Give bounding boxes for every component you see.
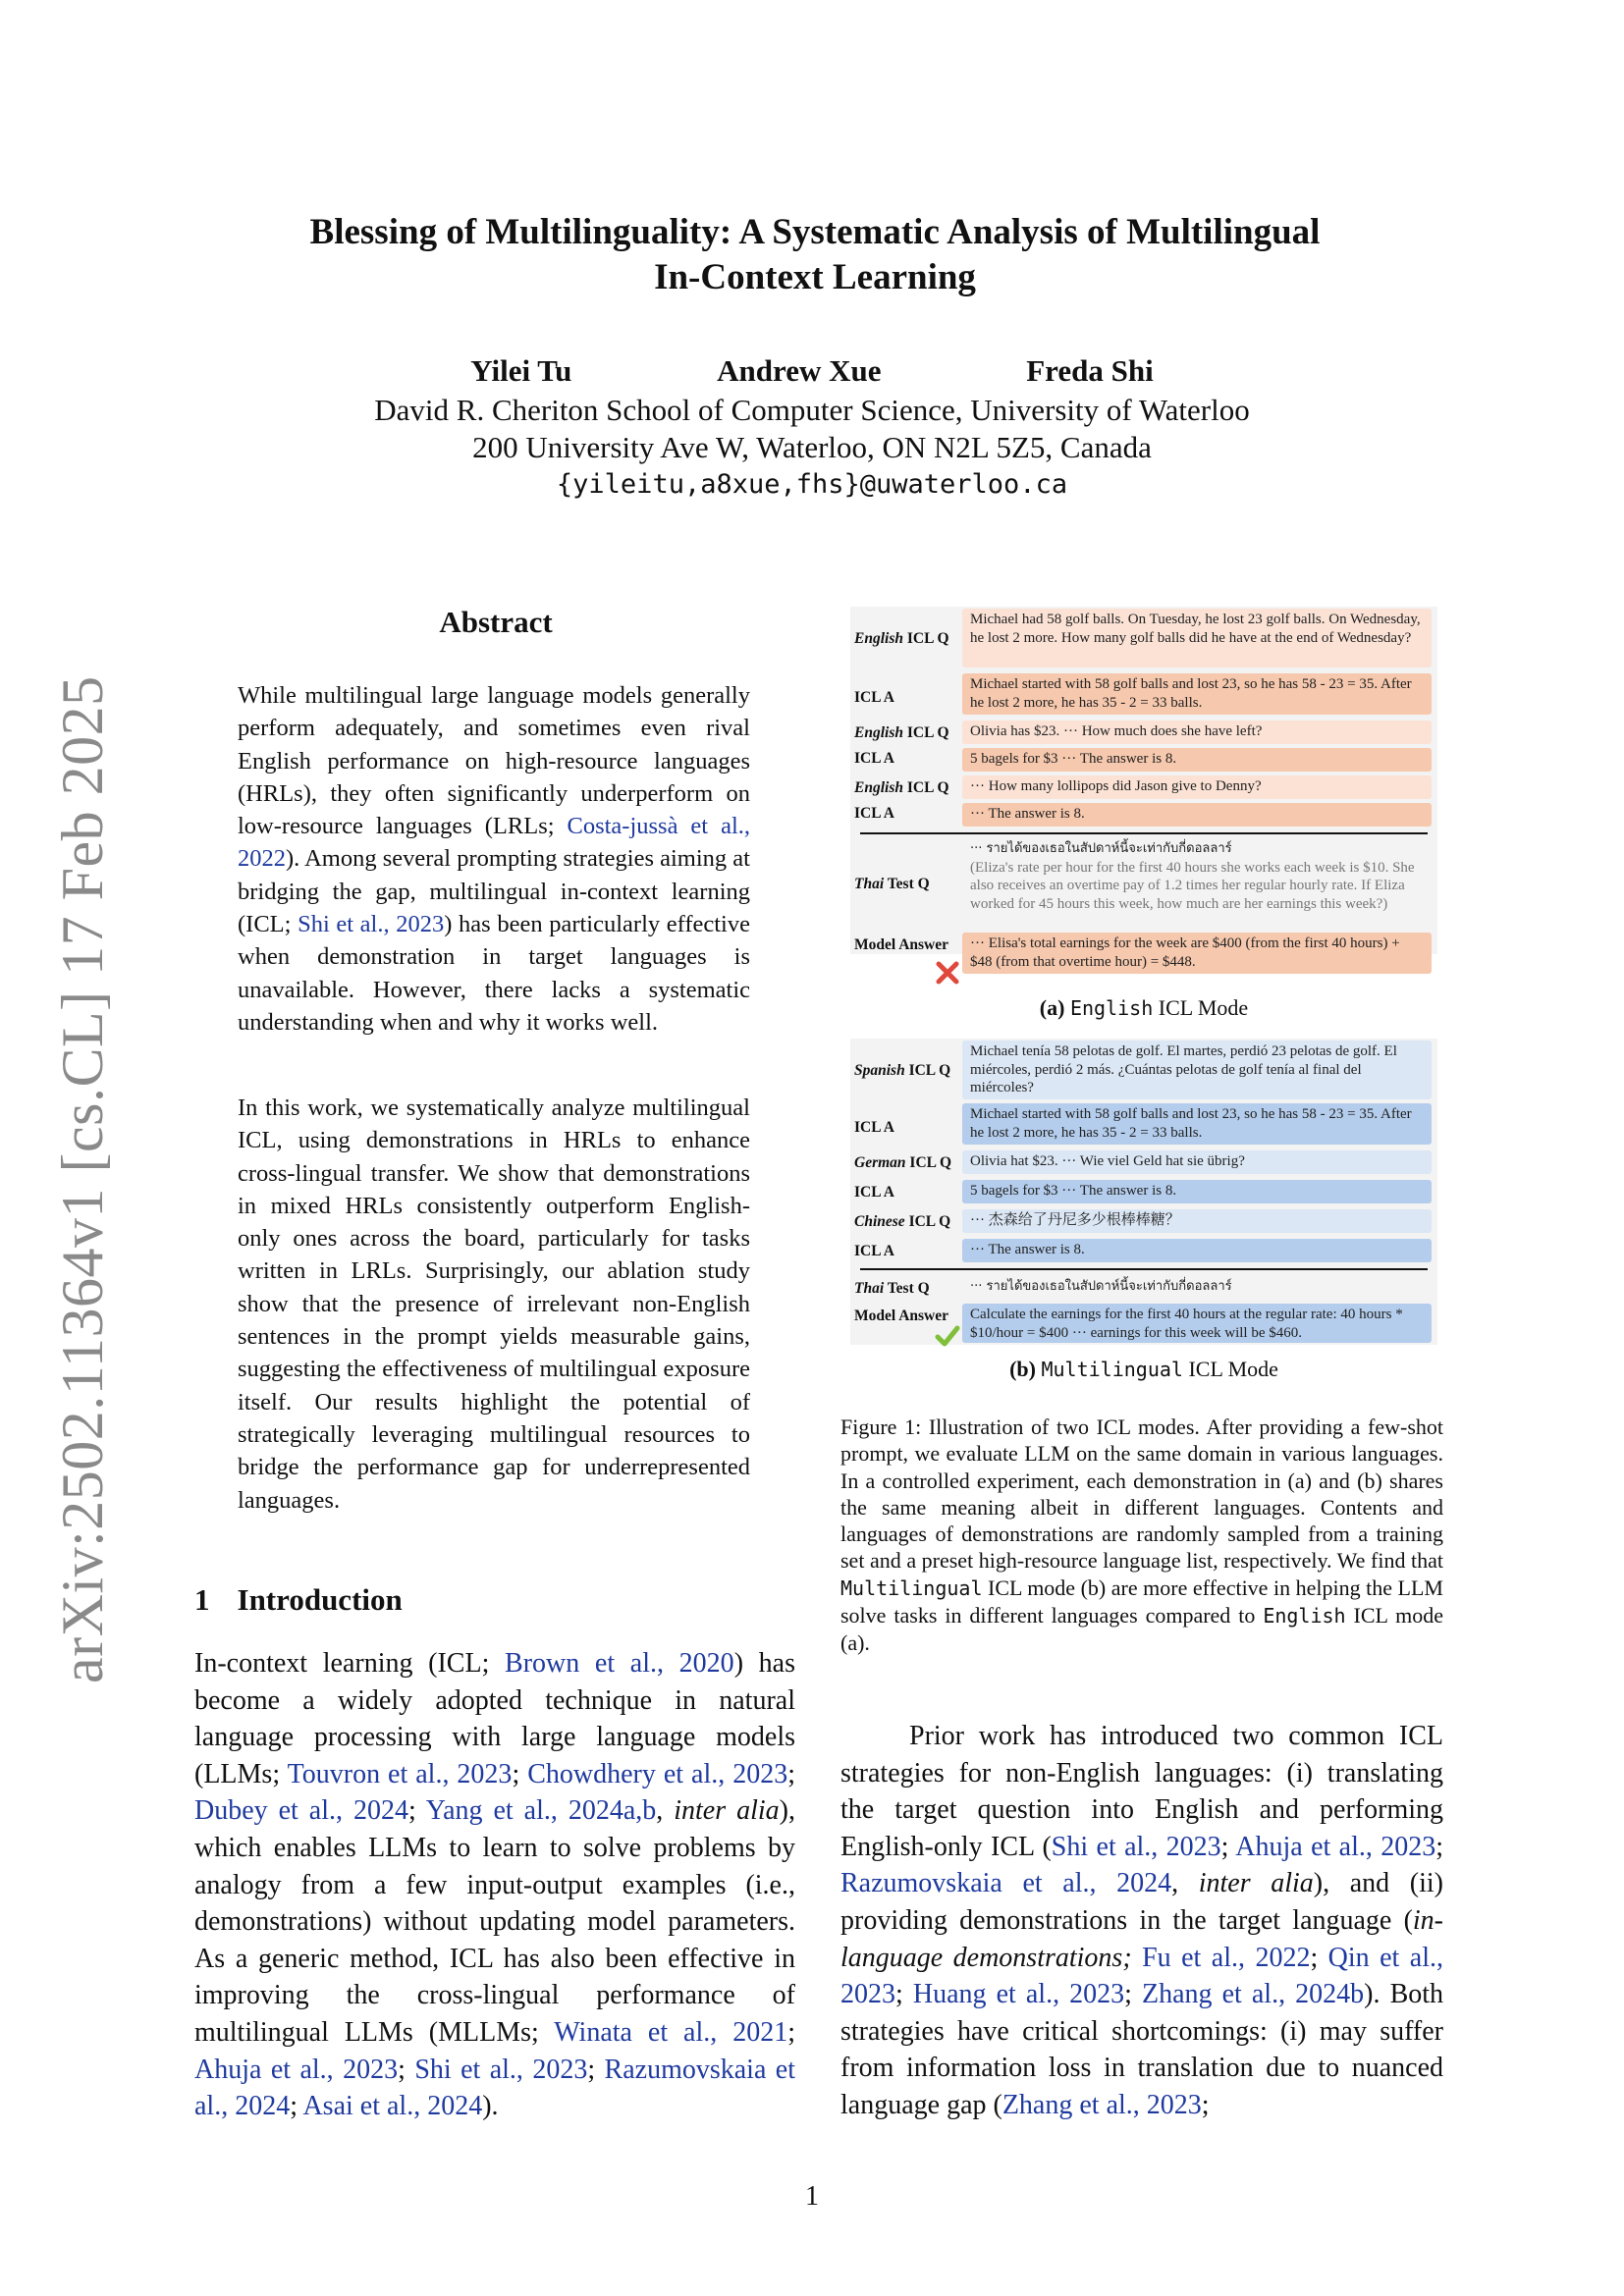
correct-check-icon [935,1323,960,1349]
row-label: Spanish ICL Q [854,1062,951,1079]
row-label: ICL A [854,805,894,822]
paper-title [137,210,1492,300]
author-list [0,353,1624,389]
citation-link[interactable]: Ahuja et al., 2023 [194,2054,399,2085]
author-3: Freda Shi [1026,353,1154,388]
author-email: {yileitu,a8xue,fhs}@uwaterloo.ca [556,469,1068,500]
icl-answer: 5 bagels for $3 ··· The answer is 8. [962,748,1432,772]
icl-question: ··· How many lollipops did Jason give to Denny? [962,775,1432,799]
row-label: ICL A [854,750,894,767]
citation-link[interactable]: Winata et al., 2021 [554,2016,788,2048]
icl-question: Michael tenía 58 pelotas de golf. El martes, perdió 23 pelotas de golf. El miércoles, perdió 2 más. ¿Cuántas pelotas de golf tenía al final del miércoles? [962,1041,1432,1099]
citation-link[interactable]: Razumovskaia et al., 2024 [840,1868,1172,1899]
row-label: Model Answer [854,936,949,953]
row-label: ICL A [854,1184,894,1201]
author-1: Yilei Tu [470,353,572,388]
citation-link[interactable]: Zhang et al., 2024b [1142,1979,1365,2010]
icl-answer: Michael started with 58 golf balls and lost 23, so he has 58 - 23 = 35. After he lost 2 more, he has 35 - 2 = 33 balls. [962,673,1432,715]
citation-link[interactable]: Qin et al., 2023 [840,1942,1443,2010]
affiliation-line-2: 200 University Ave W, Waterloo, ON N2L 5Z5, Canada [472,430,1152,464]
icl-answer: Michael started with 58 golf balls and lost 23, so he has 58 - 23 = 35. After he lost 2 more, he has 35 - 2 = 33 balls. [962,1103,1432,1145]
title-line-2: In-Context Learning [654,257,976,297]
question-gloss: (Eliza's rate per hour for the first 40 hours she works each week is $10. She also receives an overtime pay of 1.2 times her regular hourly rate. If Eliza worked for 45 hours this week, how much are her earnings this week?) [970,859,1415,912]
row-label: German ICL Q [854,1154,952,1171]
thai-question: ··· รายได้ของเธอในสัปดาห์นี้จะเท่ากับกี่ดอลลาร์ [970,841,1232,856]
citation-link[interactable]: Razumovskaia et al., 2024 [194,2054,796,2122]
figure-1-caption: Figure 1: Illustration of two ICL modes. After providing a few-shot prompt, we evaluate LLM on the same domain in various languages. In a controlled experiment, each demonstration in (a) and (b) shares the same meaning albeit in different languages. Contents and languages of demonstrations are randomly sampled from a training set and a preset high-resource language list, respectively. We find that Multilingual ICL mode (b) are more effective in helping the LLM solve tasks in different languages compared to English ICL mode (a). [840,1415,1443,1656]
row-label: ICL A [854,1119,894,1136]
test-question: ··· รายได้ของเธอในสัปดาห์นี้จะเท่ากับกี่ดอลลาร์ [970,1279,1232,1294]
figure-panel-multilingual-icl [850,1039,1437,1345]
citation-link[interactable]: Ahuja et al., 2023 [1235,1831,1436,1862]
intro-paragraph: In-context learning (ICL; Brown et al., 2020) has become a widely adopted technique in natural language processing with large language models (LLMs; Touvron et al., 2023; Chowdhery et al., 2023; Dubey et al., 2024; Yang et al., 2024a,b, inter alia), which enables LLMs to learn to solve problems by analogy from a few input-output examples (i.e., demonstrations) without updating model parameters. As a generic method, ICL has also been effective in improving the cross-lingual performance of multilingual LLMs (MLLMs; Winata et al., 2021; Ahuja et al., 2023; Shi et al., 2023; Razumovskaia et al., 2024; Asai et al., 2024). [194,1648,796,2122]
section-heading-introduction: 1 Introduction [194,1582,403,1617]
model-answer: Calculate the earnings for the first 40 hours at the regular rate: 40 hours * $10/hour = $400 ··· earnings for this week will be $460. [962,1304,1432,1343]
row-label: ICL A [854,1243,894,1259]
test-question [962,838,1432,929]
model-answer: ··· Elisa's total earnings for the week are $400 (from the first 40 hours) + $48 (from that overtime hour) = $448. [962,933,1432,974]
row-label: English ICL Q [854,779,949,796]
row-label: Model Answer [854,1308,949,1324]
icl-question: Olivia has $23. ··· How much does she have left? [962,721,1432,744]
citation-link[interactable]: Touvron et al., 2023 [287,1758,513,1789]
row-label: English ICL Q [854,630,949,647]
arxiv-stamp: arXiv:2502.11364v1 [cs.CL] 17 Feb 2025 [50,675,115,1683]
title-line-1: Blessing of Multilinguality: A Systematic Analysis of Multilingual [309,212,1321,252]
citation-link[interactable]: Huang et al., 2023 [912,1979,1125,2010]
citation-link[interactable]: Dubey et al., 2024 [194,1795,408,1827]
citation-link[interactable]: Costa-jussà et al., 2022 [238,813,750,873]
page-number: 1 [805,2181,819,2212]
row-label: Thai Test Q [854,876,930,892]
divider [860,1268,1428,1270]
icl-answer: 5 bagels for $3 ··· The answer is 8. [962,1180,1432,1203]
icl-answer: ··· The answer is 8. [962,803,1432,827]
citation-link[interactable]: Brown et al., 2020 [505,1648,734,1679]
wrong-x-icon [935,960,960,986]
citation-link[interactable]: Shi et al., 2023 [298,911,445,938]
icl-question: ··· 杰森给了丹尼多少根棒棒糖？ [962,1209,1432,1233]
abstract-heading: Abstract [439,605,553,639]
citation-link[interactable]: Fu et al., 2022 [1142,1942,1311,1973]
author-2: Andrew Xue [717,353,882,388]
citation-link[interactable]: Yang et al., 2024a,b [425,1795,657,1827]
abstract-paragraph-2: In this work, we systematically analyze multilingual ICL, using demonstrations in HRLs to enhance cross-lingual transfer. We show that demonstrations in mixed HRLs consistently outperform English-only ones across the board, particularly for tasks written in LRLs. Surprisingly, our ablation study show that the presence of irrelevant non-English sentences in the prompt yields measurable gains, suggesting the effectiveness of multilingual exposure itself. Our results highlight the potential of strategically leveraging multilingual resources to bridge the performance gap for underrepresented languages. [238,1095,750,1514]
icl-question: Olivia hat $23. ··· Wie viel Geld hat sie übrig? [962,1150,1432,1174]
citation-link[interactable]: Zhang et al., 2023 [1001,2089,1202,2120]
abstract-paragraph-1: While multilingual large language models generally perform adequately, and sometimes even rival English performance on high-resource languages (HRLs), they often significantly underperform on low-resource languages (LRLs; Costa-jussà et al., 2022). Among several prompting strategies aiming at bridging the gap, multilingual in-context learning (ICL; Shi et al., 2023) has been particularly effective when demonstration in target languages is unavailable. However, there lacks a systematic understanding when and why it works well. [238,682,750,1036]
affiliation-line-1: David R. Cheriton School of Computer Science, University of Waterloo [374,393,1250,427]
figure-panel-english-icl [850,607,1437,970]
citation-link[interactable]: Shi et al., 2023 [414,2054,588,2085]
citation-link[interactable]: Chowdhery et al., 2023 [527,1758,788,1789]
row-label: ICL A [854,689,894,706]
citation-link[interactable]: Shi et al., 2023 [1051,1831,1221,1862]
row-label: Chinese ICL Q [854,1213,951,1230]
icl-question: Michael had 58 golf balls. On Tuesday, he lost 23 golf balls. On Wednesday, he lost 2 more. How many golf balls did he have at the end of Wednesday? [962,609,1432,667]
subfigure-caption-a: (a) English ICL Mode [1039,995,1249,1020]
citation-link[interactable]: Asai et al., 2024 [302,2091,483,2122]
row-label: Thai Test Q [854,1280,930,1297]
row-label: English ICL Q [854,724,949,741]
prior-work-paragraph: Prior work has introduced two common ICL strategies for non-English languages: (i) translating the target question into English and performing English-only ICL (Shi et al., 2023; Ahuja et al., 2023; Razumovskaia et al., 2024, inter alia), and (ii) providing demonstrations in the target language (in-language demonstrations; Fu et al., 2022; Qin et al., 2023; Huang et al., 2023; Zhang et al., 2024b). Both strategies have critical shortcomings: (i) may suffer from information loss in translation due to nuanced language gap (Zhang et al., 2023; [840,1721,1444,2120]
subfigure-caption-b: (b) Multilingual ICL Mode [1009,1357,1278,1381]
divider [860,832,1428,834]
icl-answer: ··· The answer is 8. [962,1239,1432,1262]
